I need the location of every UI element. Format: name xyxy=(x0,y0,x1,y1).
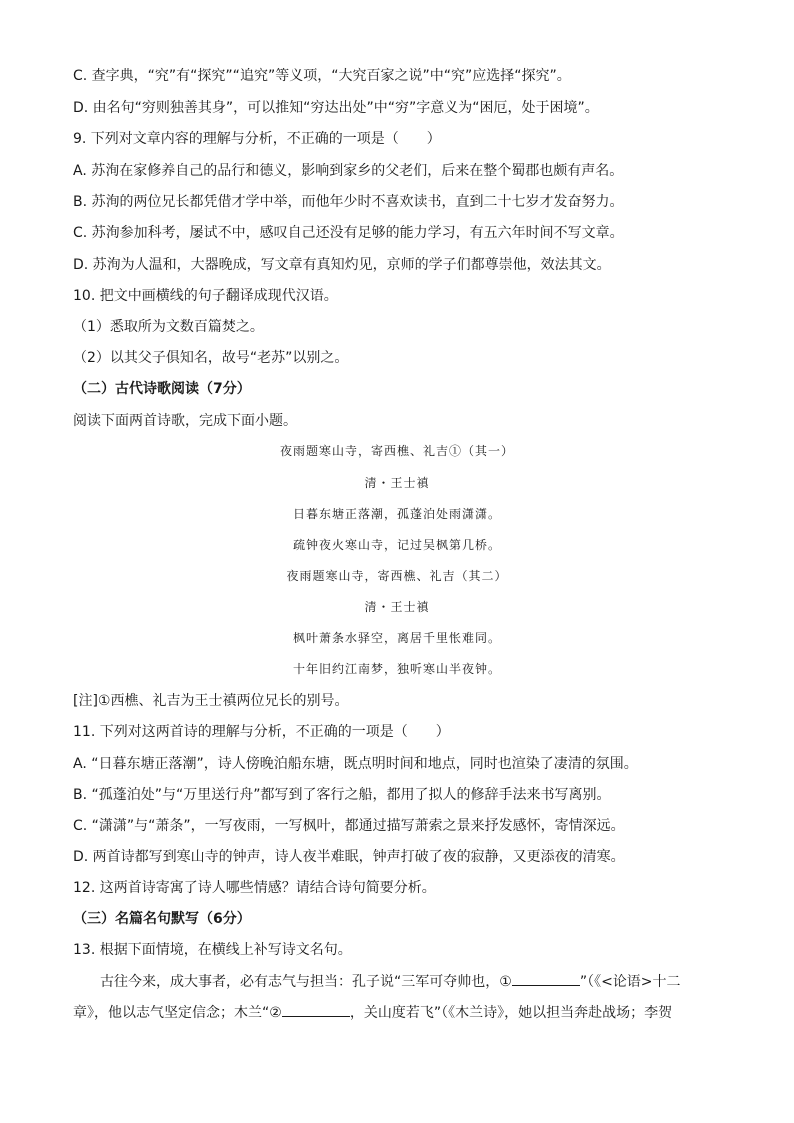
q10-sentence-2: （2）以其父子俱知名，故号“老苏”以别之。 xyxy=(73,350,349,366)
footnote: [注]①西樵、礼吉为王士禛两位兄长的别号。 xyxy=(73,693,349,709)
q9-option-a: A. 苏洵在家修养自己的品行和德义，影响到家乡的父老们，后来在整个蜀郡也颇有声名。 xyxy=(73,163,624,179)
q11-stem: 11. 下列对这两首诗的理解与分析，不正确的一项是（ ） xyxy=(73,724,450,740)
q11-option-a: A. “日暮东塘正落潮”，诗人傍晚泊船东塘，既点明时间和地点，同时也渲染了凄清的氛围。 xyxy=(73,756,638,772)
poem-2-line-1: 枫叶萧条水驿空，离居千里怅难同。 xyxy=(292,631,501,645)
blank-2-number: ② xyxy=(269,1005,282,1021)
section-3-heading: （三）名篇名句默写（6分） xyxy=(73,911,251,927)
q13-text-part-1: 古往今来，成大事者，必有志气与担当：孔子说“三军可夺帅也， xyxy=(100,974,500,990)
q8-option-c: C. 查字典，“究”有“探究”“追究”等义项，“大究百家之说”中“究”应选择“探究”。 xyxy=(73,68,571,84)
q10-sentence-1: （1）悉取所为文数百篇焚之。 xyxy=(73,319,264,335)
q13-text-part-3: 章》，他以志气坚定信念；木兰“ xyxy=(73,1005,270,1021)
poem-1-line-1: 日暮东塘正落潮，孤蓬泊处雨潇潇。 xyxy=(292,507,501,521)
poem-2-author: 清・王士禛 xyxy=(364,600,430,614)
q8-option-d: D. 由名句“穷则独善其身”，可以推知“穷达出处”中“穷”字意义为“困厄，处于困境”。 xyxy=(73,100,599,116)
poem-2-line-2: 十年旧约江南梦，独听寒山半夜钟。 xyxy=(292,662,501,676)
q12-stem: 12. 这两首诗寄寓了诗人哪些情感？请结合诗句简要分析。 xyxy=(73,880,436,896)
q9-option-b: B. 苏洵的两位兄长都凭借才学中举，而他年少时不喜欢读书，直到二十七岁才发奋努力。 xyxy=(73,194,624,210)
poem-2-title: 夜雨题寒山寺，寄西樵、礼吉（其二） xyxy=(286,569,508,583)
blank-2-line[interactable] xyxy=(282,1002,350,1017)
q10-stem: 10. 把文中画横线的句子翻译成现代汉语。 xyxy=(73,288,338,304)
poem-1-author: 清・王士禛 xyxy=(364,476,430,490)
q13-passage-line-2 xyxy=(73,1002,672,1023)
section-2-heading: （二）古代诗歌阅读（7分） xyxy=(73,381,251,397)
section-2-intro: 阅读下面两首诗歌，完成下面小题。 xyxy=(73,413,297,429)
q13-text-part-2: ”（《<论语>十二 xyxy=(579,974,681,990)
poem-1-line-2: 疏钟夜火寒山寺，记过吴枫第几桥。 xyxy=(292,538,501,552)
blank-1-number: ① xyxy=(499,974,512,990)
q11-option-d: D. 两首诗都写到寒山寺的钟声，诗人夜半难眠，钟声打破了夜的寂静，又更添夜的清寒。 xyxy=(73,849,625,865)
blank-1-line[interactable] xyxy=(512,971,580,986)
q9-option-d: D. 苏洵为人温和，大器晚成，写文章有真知灼见，京师的学子们都尊崇他，效法其文。 xyxy=(73,257,611,273)
q11-option-b: B. “孤蓬泊处”与“万里送行舟”都写到了客行之船，都用了拟人的修辞手法来书写离别。 xyxy=(73,787,611,803)
q13-passage-line-1 xyxy=(100,971,681,992)
q11-option-c: C. “潇潇”与“萧条”，一写夜雨，一写枫叶，都通过描写萧索之景来抒发感怀，寄情深远。 xyxy=(73,818,625,834)
q9-stem: 9. 下列对文章内容的理解与分析，不正确的一项是（ ） xyxy=(73,131,441,147)
q13-text-part-4: ，关山度若飞”（《木兰诗》，她以担当奔赴战场；李贺 xyxy=(349,1005,673,1021)
poem-1-title: 夜雨题寒山寺，寄西樵、礼吉①（其一） xyxy=(279,444,514,458)
q13-stem: 13. 根据下面情境，在横线上补写诗文名句。 xyxy=(73,942,352,958)
q9-option-c: C. 苏洵参加科考，屡试不中，感叹自己还没有足够的能力学习，有五六年时间不写文章。 xyxy=(73,225,624,241)
